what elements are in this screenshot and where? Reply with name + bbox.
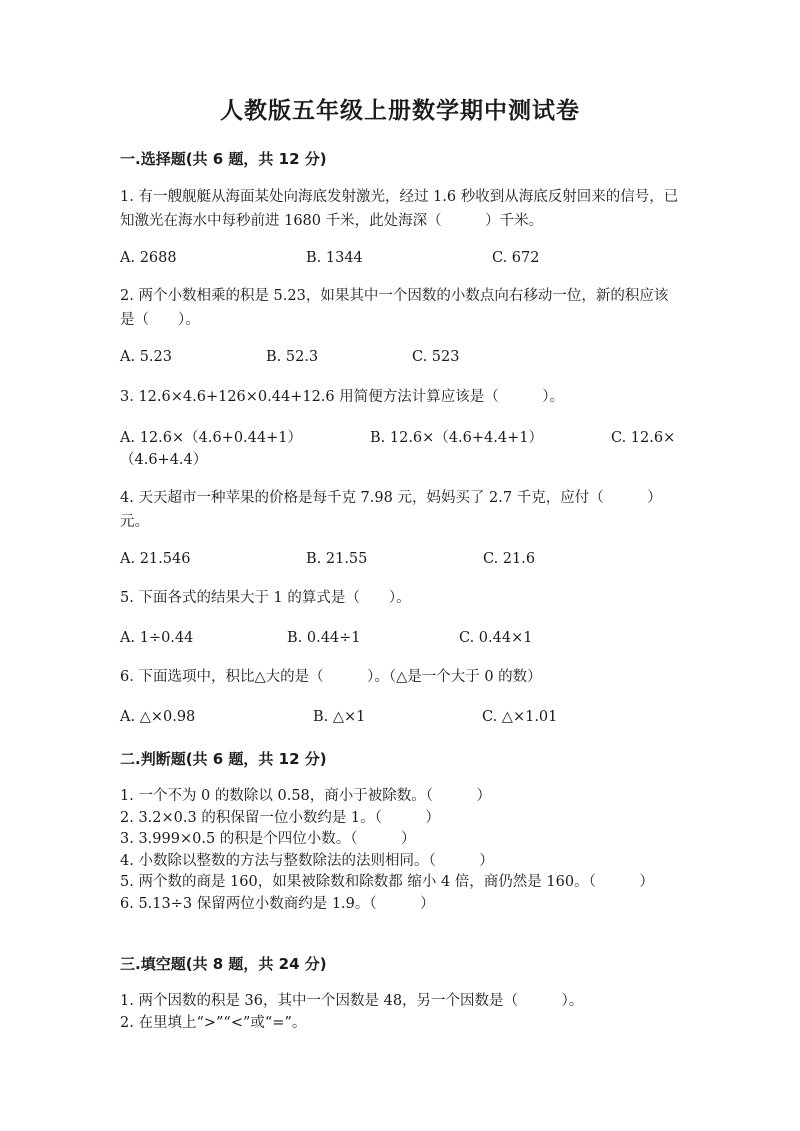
page-title: 人教版五年级上册数学期中测试卷 — [220, 98, 580, 124]
question-options — [120, 705, 680, 729]
option-a: A. 5.23 — [120, 349, 172, 365]
question-options — [120, 547, 680, 571]
option-b: B. 21.55 — [306, 551, 368, 567]
question-text: 4. 天天超市一种苹果的价格是每千克 7.98 元，妈妈买了 2.7 千克，应付（ ）元。 — [120, 490, 662, 530]
option-b: B. 1344 — [306, 250, 363, 266]
list-item: 6. 5.13÷3 保留两位小数商约是 1.9。（ ） — [120, 895, 435, 912]
option-c: C. △×1.01 — [482, 709, 558, 725]
list-item: 2. 3.2×0.3 的积保留一位小数约是 1。（ ） — [120, 809, 440, 826]
question-options — [120, 626, 680, 650]
option-b: B. 12.6×（4.6+4.4+1） — [370, 430, 543, 446]
question-text: 5. 下面各式的结果大于 1 的算式是（ ）。 — [120, 590, 411, 606]
section-heading-choice: 一.选择题(共 6 题，共 12 分) — [120, 150, 327, 168]
option-c: C. 12.6× — [611, 430, 676, 446]
list-item: 1. 两个因数的积是 36，其中一个因数是 48，另一个因数是（ ）。 — [120, 993, 584, 1009]
question-options — [120, 246, 680, 270]
option-c: C. 0.44×1 — [459, 630, 533, 646]
question-options — [120, 345, 680, 369]
option-b: B. 0.44÷1 — [287, 630, 361, 646]
question-text: 1. 有一艘舰艇从海面某处向海底发射激光，经过 1.6 秒收到从海底反射回来的信号，已知激光在海水中每秒前进 1680 千米，此处海深（ ）千米。 — [120, 189, 679, 229]
option-c: C. 523 — [412, 349, 460, 365]
fill-blank-list — [120, 991, 680, 1034]
list-item: 4. 小数除以整数的方法与整数除法的法则相同。（ ） — [120, 852, 494, 869]
list-item: 5. 两个数的商是 160，如果被除数和除数都 缩小 4 倍，商仍然是 160。（ ） — [120, 874, 654, 890]
list-item: 3. 3.999×0.5 的积是个四位小数。（ ） — [120, 831, 416, 847]
question-text: 2. 两个小数相乘的积是 5.23，如果其中一个因数的小数点向右移动一位，新的积应该是（ ）。 — [120, 288, 669, 328]
question-text: 6. 下面选项中，积比△大的是（ ）。（△是一个大于 0 的数） — [120, 669, 542, 685]
option-c: C. 21.6 — [483, 551, 536, 567]
true-false-list — [120, 786, 680, 915]
option-a: A. 21.546 — [120, 551, 191, 567]
option-a: A. △×0.98 — [120, 709, 196, 725]
question-options — [120, 426, 680, 474]
option-b: B. 52.3 — [266, 349, 319, 365]
list-item: 2. 在里填上“>”“<”或“=”。 — [120, 1014, 307, 1031]
option-b: B. △×1 — [313, 709, 366, 725]
option-c-continued: （4.6+4.4） — [120, 452, 208, 468]
option-a: A. 12.6×（4.6+0.44+1） — [120, 430, 302, 446]
option-a: A. 1÷0.44 — [120, 630, 194, 646]
list-item: 1. 一个不为 0 的数除以 0.58，商小于被除数。（ ） — [120, 788, 492, 804]
option-c: C. 672 — [492, 250, 540, 266]
section-heading-fill-blank: 三.填空题(共 8 题，共 24 分) — [120, 955, 327, 973]
question-text: 3. 12.6×4.6+126×0.44+12.6 用简便方法计算应该是（ ）。 — [120, 389, 564, 405]
option-a: A. 2688 — [120, 250, 177, 266]
section-heading-true-false: 二.判断题(共 6 题，共 12 分) — [120, 750, 327, 768]
